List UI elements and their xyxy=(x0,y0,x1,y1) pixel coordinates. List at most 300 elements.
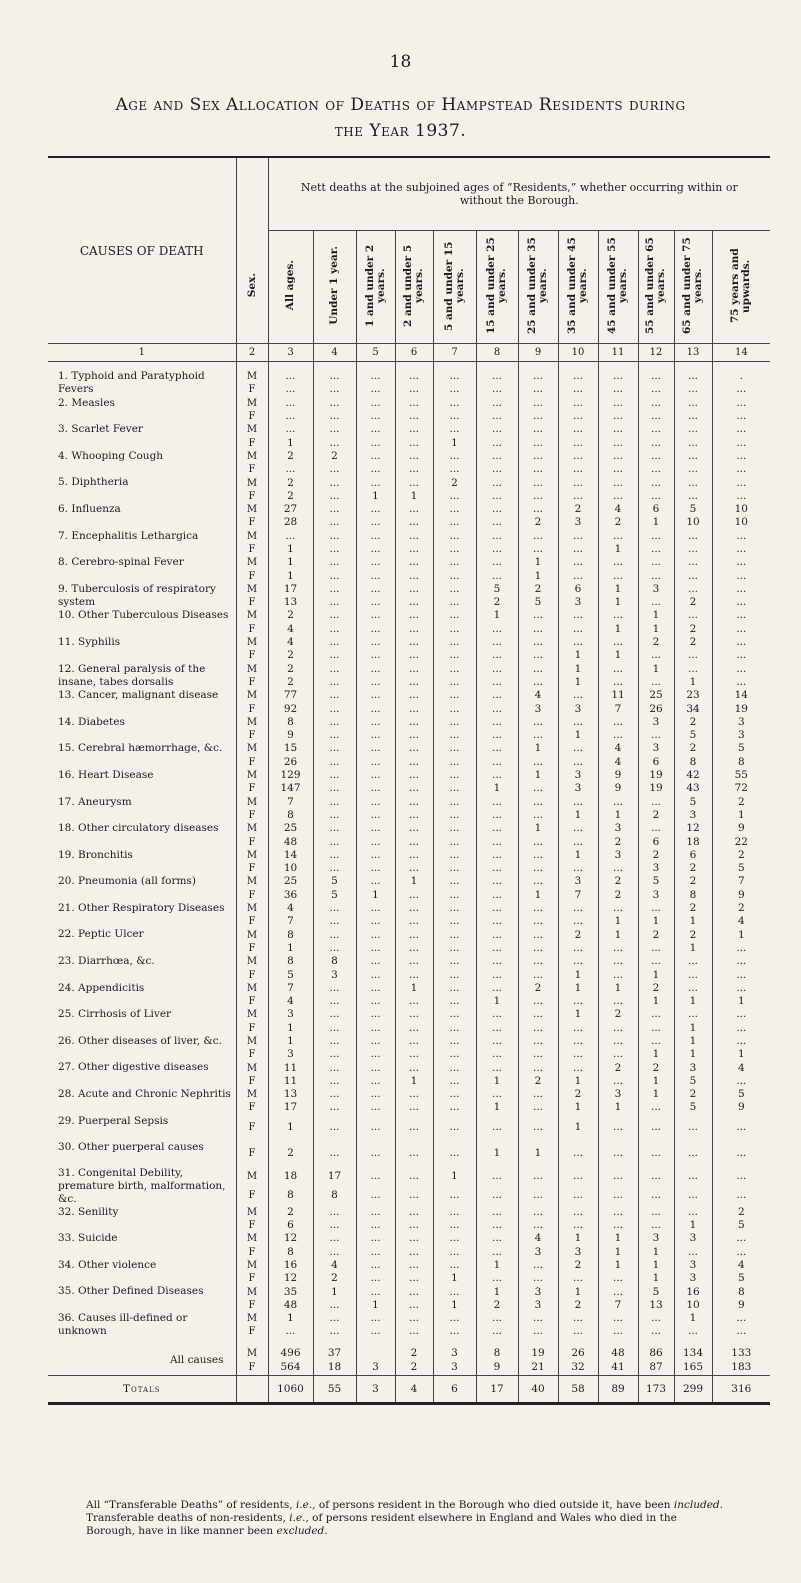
sex-cell: F xyxy=(236,1141,268,1167)
value-cell: ... xyxy=(395,756,433,769)
value-cell: 1 xyxy=(674,1312,712,1325)
value-cell: 2 xyxy=(268,1206,313,1219)
sex-cell: F xyxy=(236,436,268,449)
value-cell: 6 xyxy=(638,756,674,769)
totals-row xyxy=(48,1375,770,1403)
value-cell: 12 xyxy=(674,822,712,835)
value-cell: 3 xyxy=(558,782,598,795)
value-cell: ... xyxy=(558,796,598,809)
sex-cell: F xyxy=(236,1246,268,1259)
value-cell: ... xyxy=(395,902,433,915)
value-cell: 1 xyxy=(518,822,558,835)
value-cell: 129 xyxy=(268,769,313,782)
value-cell: 2 xyxy=(674,1088,712,1101)
value-cell: ... xyxy=(598,902,638,915)
value-cell: 1 xyxy=(433,1272,476,1285)
value-cell: 48 xyxy=(268,1299,313,1312)
value-cell: ... xyxy=(712,1246,770,1259)
value-cell: ... xyxy=(518,942,558,955)
value-cell: 27 xyxy=(268,503,313,516)
value-cell: ... xyxy=(356,1285,395,1298)
value-cell: ... xyxy=(313,689,356,702)
sex-cell: F xyxy=(236,623,268,636)
value-cell: ... xyxy=(712,663,770,676)
value-cell: ... xyxy=(395,516,433,529)
value-cell: 5 xyxy=(712,862,770,875)
value-cell: 4 xyxy=(598,756,638,769)
value-cell: ... xyxy=(518,623,558,636)
value-cell: 1 xyxy=(598,809,638,822)
value-cell: 9 xyxy=(712,1299,770,1312)
value-cell: ... xyxy=(433,490,476,503)
value-cell: ... xyxy=(313,742,356,755)
value-cell: ... xyxy=(476,1115,518,1141)
value-cell: ... xyxy=(313,1061,356,1074)
value-cell: ... xyxy=(433,1061,476,1074)
value-cell: 6 xyxy=(674,849,712,862)
value-cell: ... xyxy=(356,410,395,423)
value-cell: 8 xyxy=(268,928,313,941)
value-cell: ... xyxy=(476,1246,518,1259)
value-cell: 19 xyxy=(638,782,674,795)
value-cell: 2 xyxy=(674,742,712,755)
value-cell: ... xyxy=(395,383,433,396)
value-cell: ... xyxy=(558,915,598,928)
value-cell: ... xyxy=(395,1048,433,1061)
value-cell: 2 xyxy=(712,796,770,809)
value-cell: 1 xyxy=(558,1232,598,1245)
value-cell: ... xyxy=(433,503,476,516)
cause-label: 2. Measles xyxy=(58,396,115,409)
value-cell: 5 xyxy=(712,1088,770,1101)
value-cell: 7 xyxy=(598,1299,638,1312)
value-cell: ... xyxy=(433,1186,476,1206)
value-cell: 15 xyxy=(268,742,313,755)
value-cell: ... xyxy=(476,1022,518,1035)
value-cell: 5 xyxy=(518,596,558,609)
value-cell: ... xyxy=(313,1022,356,1035)
value-cell: 3 xyxy=(598,1088,638,1101)
value-cell: ... xyxy=(518,490,558,503)
value-cell: 1 xyxy=(268,1312,313,1325)
sex-cell: F xyxy=(236,809,268,822)
value-cell: ... xyxy=(476,689,518,702)
value-cell: ... xyxy=(356,1167,395,1187)
value-cell: 2 xyxy=(638,809,674,822)
value-cell: 8 xyxy=(268,1246,313,1259)
value-cell: 2 xyxy=(313,1272,356,1285)
value-cell: ... xyxy=(476,915,518,928)
value-cell: ... xyxy=(712,609,770,622)
value-cell: ... xyxy=(598,968,638,981)
sex-cell: F xyxy=(236,942,268,955)
sex-cell: F xyxy=(236,543,268,556)
value-cell: ... xyxy=(313,1141,356,1167)
value-cell: ... xyxy=(313,928,356,941)
value-cell: ... xyxy=(674,530,712,543)
value-cell: 8 xyxy=(712,756,770,769)
value-cell: ... xyxy=(476,503,518,516)
sex-cell: M xyxy=(236,1088,268,1101)
value-cell: 9 xyxy=(598,782,638,795)
value-cell: ... xyxy=(313,995,356,1008)
total-cell: 299 xyxy=(674,1375,712,1403)
value-cell: ... xyxy=(356,955,395,968)
value-cell: 2 xyxy=(518,516,558,529)
value-cell: ... xyxy=(476,928,518,941)
value-cell: 3 xyxy=(598,849,638,862)
value-cell: ... xyxy=(313,1325,356,1338)
value-cell: ... xyxy=(598,1272,638,1285)
value-cell: 13 xyxy=(638,1299,674,1312)
value-cell: ... xyxy=(356,982,395,995)
col-header: 5 and under 15 years. xyxy=(433,231,476,344)
value-cell: ... xyxy=(712,383,770,396)
value-cell: ... xyxy=(476,716,518,729)
value-cell: 2 xyxy=(268,676,313,689)
value-cell: ... xyxy=(356,1325,395,1338)
table-row xyxy=(48,796,770,809)
value-cell: 2 xyxy=(674,862,712,875)
value-cell: ... xyxy=(433,543,476,556)
value-cell: 1 xyxy=(712,995,770,1008)
value-cell: ... xyxy=(476,756,518,769)
value-cell: ... xyxy=(313,796,356,809)
value-cell: 2 xyxy=(674,596,712,609)
value-cell: 1 xyxy=(638,995,674,1008)
value-cell: ... xyxy=(638,1115,674,1141)
cause-label: 32. Senility xyxy=(58,1205,119,1218)
value-cell: ... xyxy=(638,490,674,503)
value-cell: 3 xyxy=(356,1361,395,1376)
value-cell: ... xyxy=(356,649,395,662)
value-cell: 5 xyxy=(313,889,356,902)
value-cell: 2 xyxy=(433,476,476,489)
table-row xyxy=(48,609,770,622)
value-cell: ... xyxy=(518,835,558,848)
value-cell: 25 xyxy=(638,689,674,702)
value-cell: 3 xyxy=(558,596,598,609)
value-cell: 1 xyxy=(638,609,674,622)
value-cell: ... xyxy=(395,862,433,875)
value-cell: ... xyxy=(598,1186,638,1206)
sex-cell: F xyxy=(236,915,268,928)
value-cell: 32 xyxy=(558,1361,598,1376)
table-row xyxy=(48,636,770,649)
value-cell: 1 xyxy=(638,1272,674,1285)
col-number: 3 xyxy=(268,344,313,362)
value-cell: ... xyxy=(313,436,356,449)
value-cell: ... xyxy=(598,1035,638,1048)
deaths-table xyxy=(48,156,770,1405)
value-cell: ... xyxy=(712,1141,770,1167)
value-cell: ... xyxy=(395,370,433,383)
value-cell: 18 xyxy=(313,1361,356,1376)
value-cell: 1 xyxy=(356,490,395,503)
sex-cell: F xyxy=(236,1075,268,1088)
table-row xyxy=(48,769,770,782)
value-cell: ... xyxy=(598,423,638,436)
value-cell: 18 xyxy=(674,835,712,848)
value-cell: ... xyxy=(518,663,558,676)
value-cell: 2 xyxy=(598,1061,638,1074)
value-cell: ... xyxy=(313,1048,356,1061)
value-cell: ... xyxy=(598,1167,638,1187)
value-cell: 6 xyxy=(638,835,674,848)
value-cell: 165 xyxy=(674,1361,712,1376)
value-cell: ... xyxy=(313,729,356,742)
value-cell: ... xyxy=(558,476,598,489)
value-cell: ... xyxy=(518,1048,558,1061)
value-cell: 7 xyxy=(268,796,313,809)
value-cell: ... xyxy=(313,516,356,529)
value-cell: ... xyxy=(476,556,518,569)
value-cell: 1 xyxy=(268,543,313,556)
value-cell: 1 xyxy=(598,1246,638,1259)
value-cell: 5 xyxy=(674,729,712,742)
total-cell: 173 xyxy=(638,1375,674,1403)
value-cell: ... xyxy=(356,450,395,463)
sex-cell: M xyxy=(236,556,268,569)
value-cell: 1 xyxy=(558,968,598,981)
value-cell: ... xyxy=(356,702,395,715)
value-cell: 1 xyxy=(712,809,770,822)
value-cell: ... xyxy=(518,1272,558,1285)
value-cell: ... xyxy=(476,397,518,410)
value-cell: ... xyxy=(356,636,395,649)
value-cell: ... xyxy=(558,902,598,915)
value-cell: ... xyxy=(433,702,476,715)
value-cell: ... xyxy=(674,436,712,449)
value-cell: ... xyxy=(433,1206,476,1219)
value-cell: 8 xyxy=(674,756,712,769)
value-cell: ... xyxy=(674,1115,712,1141)
value-cell: 3 xyxy=(638,716,674,729)
value-cell: 2 xyxy=(268,490,313,503)
value-cell: ... xyxy=(712,649,770,662)
value-cell: 23 xyxy=(674,689,712,702)
col-header: Under 1 year. xyxy=(313,231,356,344)
table-row xyxy=(48,1167,770,1187)
value-cell: ... xyxy=(638,1325,674,1338)
value-cell: ... xyxy=(313,1075,356,1088)
value-cell: 14 xyxy=(712,689,770,702)
total-cell: 316 xyxy=(712,1375,770,1403)
value-cell: ... xyxy=(433,530,476,543)
value-cell: 34 xyxy=(674,702,712,715)
cause-label: 10. Other Tuberculous Diseases xyxy=(58,609,229,622)
value-cell: 1 xyxy=(433,1167,476,1187)
sex-cell: M xyxy=(236,370,268,383)
value-cell: 3 xyxy=(712,729,770,742)
value-cell: ... xyxy=(518,716,558,729)
value-cell: ... xyxy=(433,862,476,875)
sex-cell: F xyxy=(236,649,268,662)
value-cell: ... xyxy=(356,516,395,529)
col-number: 5 xyxy=(356,344,395,362)
value-cell: 3 xyxy=(712,716,770,729)
sex-cell: M xyxy=(236,769,268,782)
col-number: 4 xyxy=(313,344,356,362)
value-cell: 2 xyxy=(712,1206,770,1219)
value-cell: ... xyxy=(433,769,476,782)
value-cell: ... xyxy=(476,1167,518,1187)
all-causes-row xyxy=(48,1347,770,1361)
value-cell: ... xyxy=(313,716,356,729)
value-cell: ... xyxy=(313,782,356,795)
value-cell: ... xyxy=(433,1088,476,1101)
value-cell: ... xyxy=(313,915,356,928)
value-cell: ... xyxy=(356,689,395,702)
value-cell: 1 xyxy=(558,809,598,822)
value-cell: ... xyxy=(313,702,356,715)
sex-cell: M xyxy=(236,1035,268,1048)
sex-cell: M xyxy=(236,689,268,702)
value-cell: ... xyxy=(395,1272,433,1285)
total-cell: 17 xyxy=(476,1375,518,1403)
total-cell: 40 xyxy=(518,1375,558,1403)
value-cell: ... xyxy=(518,1219,558,1232)
value-cell: 3 xyxy=(558,1246,598,1259)
value-cell: ... xyxy=(433,822,476,835)
value-cell: ... xyxy=(395,889,433,902)
value-cell: ... xyxy=(356,822,395,835)
sex-cell: M xyxy=(236,822,268,835)
sex-cell: M xyxy=(236,875,268,888)
value-cell: ... xyxy=(356,862,395,875)
sex-cell: M xyxy=(236,982,268,995)
value-cell: 1 xyxy=(476,995,518,1008)
value-cell: ... xyxy=(395,995,433,1008)
cause-label: 36. Causes ill-defined or unknown xyxy=(58,1312,188,1337)
value-cell: ... xyxy=(712,436,770,449)
value-cell: ... xyxy=(395,1246,433,1259)
value-cell: ... xyxy=(395,835,433,848)
col-header: 75 years and upwards. xyxy=(712,231,770,344)
cause-label: 17. Aneurysm xyxy=(58,795,132,808)
value-cell: 12 xyxy=(268,1232,313,1245)
col-number: 14 xyxy=(712,344,770,362)
value-cell: ... xyxy=(674,543,712,556)
value-cell: 5 xyxy=(674,503,712,516)
value-cell: ... xyxy=(518,1022,558,1035)
value-cell: ... xyxy=(476,476,518,489)
value-cell: ... xyxy=(476,623,518,636)
value-cell: ... xyxy=(638,423,674,436)
value-cell: 1 xyxy=(598,583,638,596)
value-cell: ... xyxy=(433,676,476,689)
value-cell: ... xyxy=(476,889,518,902)
value-cell: 1 xyxy=(674,942,712,955)
value-cell: 1 xyxy=(268,1035,313,1048)
value-cell: 3 xyxy=(313,968,356,981)
value-cell: 8 xyxy=(674,889,712,902)
value-cell: 1 xyxy=(558,1285,598,1298)
value-cell: ... xyxy=(598,436,638,449)
value-cell: 10 xyxy=(712,503,770,516)
value-cell: 1 xyxy=(638,516,674,529)
value-cell: ... xyxy=(433,636,476,649)
total-cell: 89 xyxy=(598,1375,638,1403)
value-cell: 1 xyxy=(638,623,674,636)
value-cell: ... xyxy=(598,1075,638,1088)
value-cell: 1 xyxy=(638,1075,674,1088)
cause-label: 25. Cirrhosis of Liver xyxy=(58,1008,172,1021)
cause-label: 35. Other Defined Diseases xyxy=(58,1285,204,1298)
value-cell: 3 xyxy=(638,742,674,755)
value-cell: . xyxy=(712,370,770,383)
value-cell: ... xyxy=(356,769,395,782)
cause-label: 16. Heart Disease xyxy=(58,768,154,781)
value-cell: 2 xyxy=(313,450,356,463)
value-cell: ... xyxy=(558,1272,598,1285)
value-cell: ... xyxy=(433,649,476,662)
value-cell: 3 xyxy=(638,1232,674,1245)
value-cell: ... xyxy=(638,569,674,582)
value-cell: ... xyxy=(356,1075,395,1088)
value-cell: ... xyxy=(476,822,518,835)
value-cell: ... xyxy=(268,463,313,476)
value-cell: ... xyxy=(313,423,356,436)
value-cell: ... xyxy=(313,676,356,689)
value-cell: ... xyxy=(598,862,638,875)
value-cell: 1 xyxy=(518,769,558,782)
value-cell: ... xyxy=(395,822,433,835)
value-cell: ... xyxy=(712,450,770,463)
value-cell: ... xyxy=(518,1061,558,1074)
value-cell: ... xyxy=(518,609,558,622)
value-cell: ... xyxy=(674,1206,712,1219)
value-cell: ... xyxy=(313,1115,356,1141)
value-cell: 72 xyxy=(712,782,770,795)
value-cell: 133 xyxy=(712,1347,770,1361)
value-cell: ... xyxy=(598,942,638,955)
value-cell: ... xyxy=(518,809,558,822)
page-title xyxy=(0,92,801,144)
value-cell: ... xyxy=(558,955,598,968)
value-cell: ... xyxy=(476,516,518,529)
value-cell: ... xyxy=(674,569,712,582)
value-cell: ... xyxy=(518,370,558,383)
value-cell: 1 xyxy=(395,490,433,503)
value-cell: 1 xyxy=(268,1115,313,1141)
value-cell: 1 xyxy=(558,982,598,995)
value-cell: 14 xyxy=(268,849,313,862)
value-cell: ... xyxy=(476,1008,518,1021)
value-cell: ... xyxy=(712,1008,770,1021)
value-cell: ... xyxy=(712,397,770,410)
value-cell: ... xyxy=(674,556,712,569)
value-cell: ... xyxy=(712,1035,770,1048)
value-cell: ... xyxy=(433,397,476,410)
value-cell: 5 xyxy=(313,875,356,888)
value-cell: ... xyxy=(518,862,558,875)
value-cell: ... xyxy=(395,742,433,755)
value-cell: 2 xyxy=(395,1347,433,1361)
table-row xyxy=(48,955,770,968)
sex-cell: F xyxy=(236,782,268,795)
value-cell: ... xyxy=(638,1167,674,1187)
value-cell: ... xyxy=(433,889,476,902)
value-cell: ... xyxy=(356,1022,395,1035)
value-cell: ... xyxy=(433,623,476,636)
value-cell: ... xyxy=(356,968,395,981)
value-cell: ... xyxy=(433,596,476,609)
col-header: 35 and under 45 years. xyxy=(558,231,598,344)
value-cell: 26 xyxy=(268,756,313,769)
value-cell: 5 xyxy=(674,1101,712,1114)
value-cell: ... xyxy=(356,1088,395,1101)
